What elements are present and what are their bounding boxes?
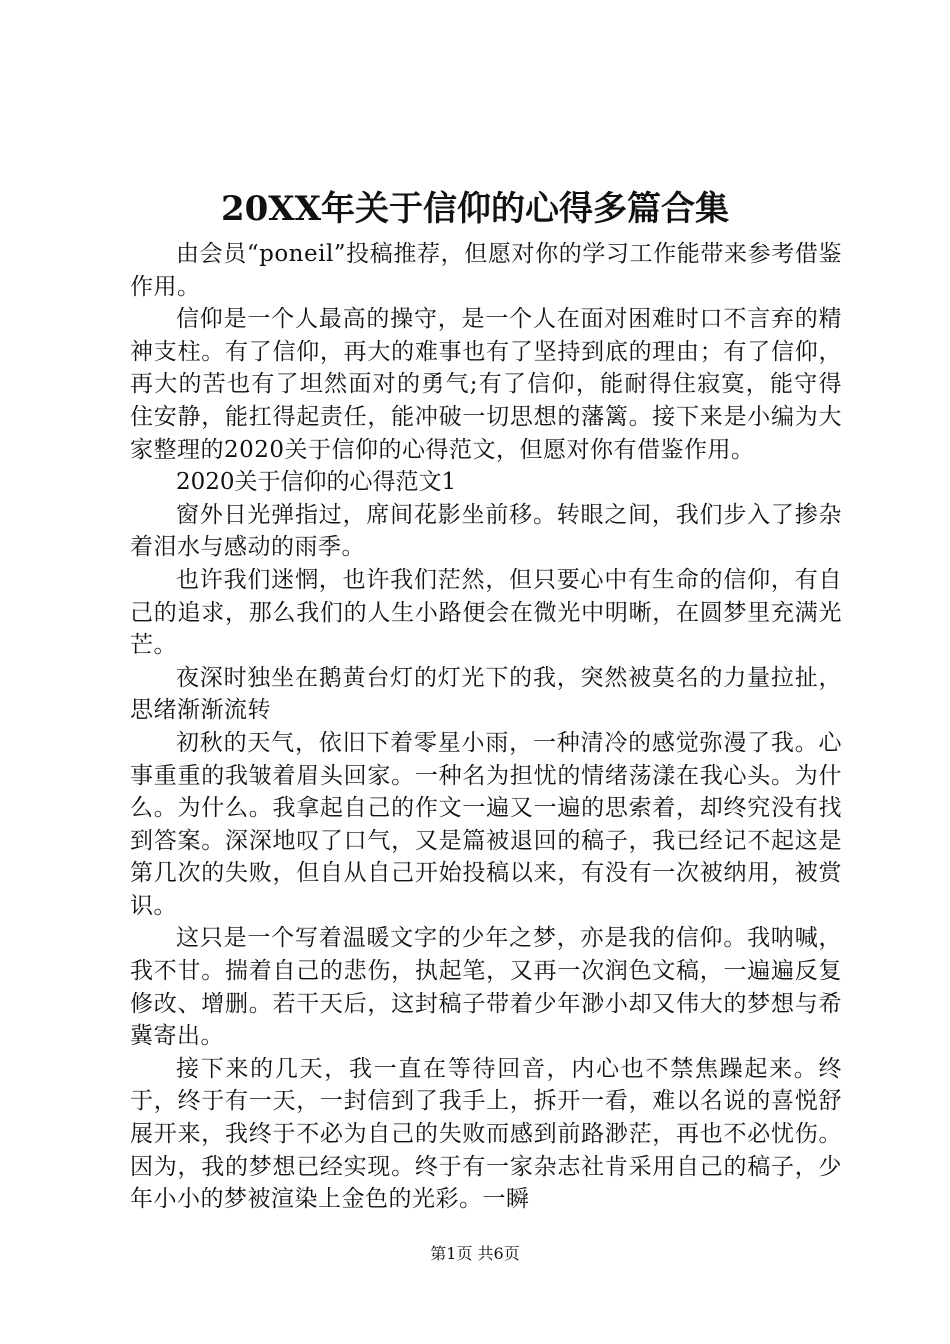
page-number-footer: 第1页 共6页 (430, 1244, 520, 1263)
body-paragraph: 初秋的天气，依旧下着零星小雨，一种清冷的感觉弥漫了我。心事重重的我皱着眉头回家。一种名为担忧的情绪荡漾在我心头。为什么。为什么。我拿起自己的作文一遍又一遍的思索着，却终究没有找到答案。深深地叹了口气，又是篇被退回的稿子，我已经记不起这是第几次的失败，但自从自己开始投稿以来，有没有一次被纳用，被赏识。 (130, 729, 842, 919)
body-paragraph: 夜深时独坐在鹅黄台灯的灯光下的我，突然被莫名的力量拉扯，思绪渐渐流转 (130, 664, 842, 724)
document-body (130, 238, 842, 1216)
body-paragraph: 窗外日光弹指过，席间花影坐前移。转眼之间，我们步入了掺杂着泪水与感动的雨季。 (130, 501, 842, 561)
body-paragraph: 也许我们迷惘，也许我们茫然，但只要心中有生命的信仰，有自己的追求，那么我们的人生小路便会在微光中明晰，在圆梦里充满光芒。 (130, 566, 842, 659)
body-paragraph: 信仰是一个人最高的操守，是一个人在面对困难时口不言弃的精神支柱。有了信仰，再大的难事也有了坚持到底的理由；有了信仰，再大的苦也有了坦然面对的勇气;有了信仰，能耐得住寂寞，能守得住安静，能扛得起责任，能冲破一切思想的藩篱。接下来是小编为大家整理的2020关于信仰的心得范文，但愿对你有借鉴作用。 (130, 306, 842, 463)
intro-paragraph: 由会员“poneil”投稿推荐，但愿对你的学习工作能带来参考借鉴作用。 (130, 241, 842, 300)
section-heading: 2020关于信仰的心得范文1 (176, 469, 457, 496)
document-title: 20XX年关于信仰的心得多篇合集 (220, 189, 730, 229)
body-paragraph: 这只是一个写着温暖文字的少年之梦，亦是我的信仰。我呐喊，我不甘。揣着自己的悲伤，执起笔，又再一次润色文稿，一遍遍反复修改、增删。若干天后，这封稿子带着少年渺小却又伟大的梦想与希冀寄出。 (130, 925, 842, 1050)
body-paragraph: 接下来的几天，我一直在等待回音，内心也不禁焦躁起来。终于，终于有一天，一封信到了我手上，拆开一看，难以名说的喜悦舒展开来，我终于不必为自己的失败而感到前路渺茫，再也不必忧伤。因为，我的梦想已经实现。终于有一家杂志社肯采用自己的稿子，少年小小的梦被渲染上金色的光彩。一瞬 (130, 1055, 842, 1213)
